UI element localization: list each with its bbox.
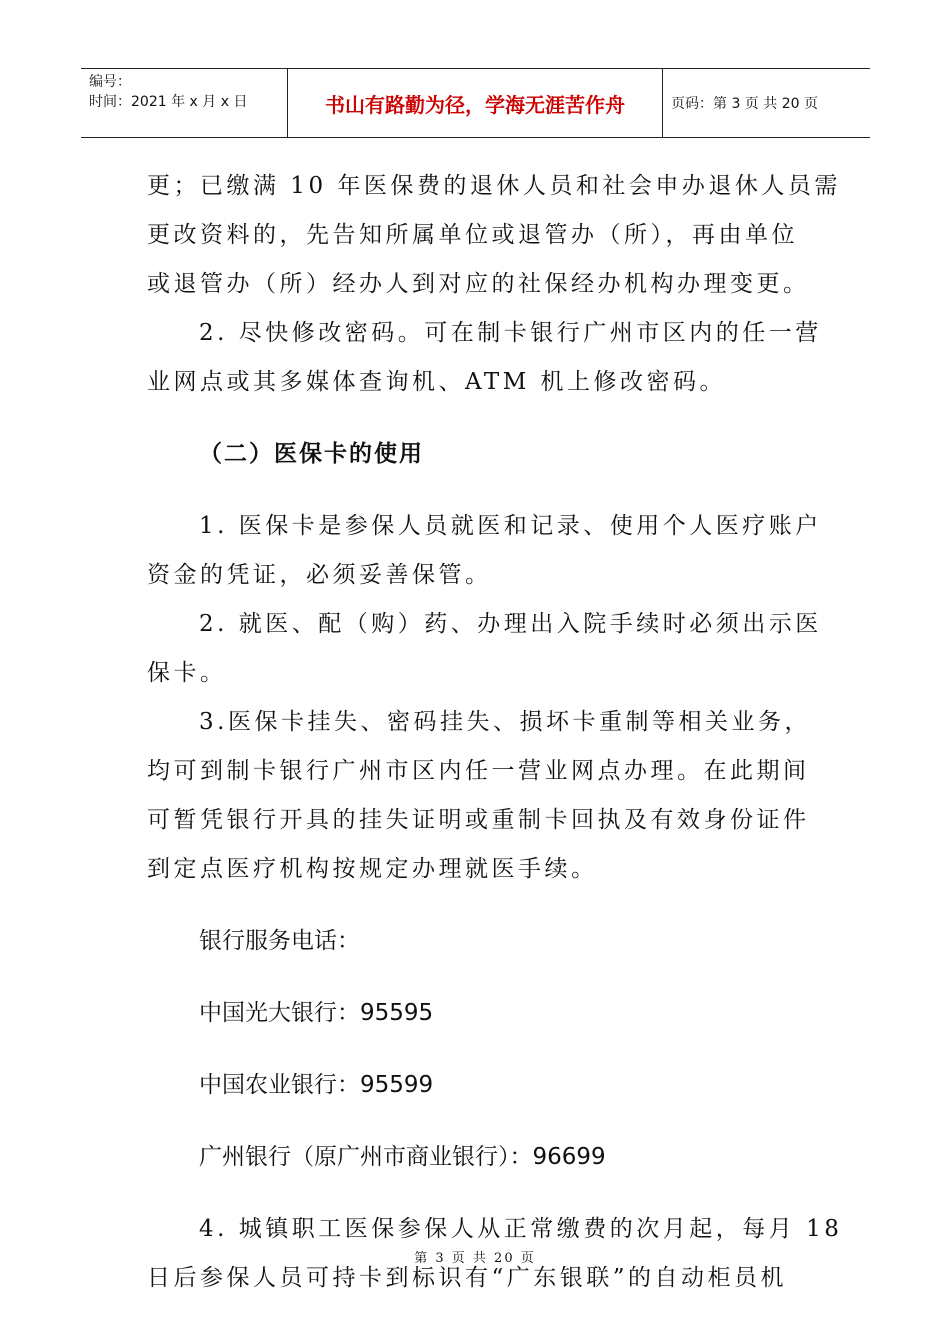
bank-phone: 96699 [532,1144,606,1170]
paragraph-line: 1. 医保卡是参保人员就医和记录、使用个人医疗账户 [199,513,822,539]
paragraph-line: 3.医保卡挂失、密码挂失、损坏卡重制等相关业务， [199,709,811,735]
paragraph-line: 保卡。 [147,660,227,686]
paragraph-line: 资金的凭证，必须妥善保管。 [147,562,492,588]
header-page-info: 页码：第 3 页 共 20 页 [671,96,818,112]
bank-entry [147,989,812,1038]
paragraph-line: 到定点医疗机构按规定办理就医手续。 [147,856,598,882]
paragraph-line: 或退管办（所）经办人到对应的社保经办机构办理变更。 [147,271,810,297]
bank-phone: 95599 [360,1072,434,1098]
paragraph-line: 日后参保人员可持卡到标识有“广东银联”的自动柜员机 [147,1265,788,1291]
document-body [147,162,843,1303]
bank-name: 中国农业银行： [199,1072,360,1098]
bank-entry [147,1133,812,1182]
paragraph-line: 更；已缴满 10 年医保费的退休人员和社会申办退休人员需 [147,173,841,199]
bank-phone: 95595 [360,1000,434,1026]
paragraph-line: 4. 城镇职工医保参保人从正常缴费的次月起，每月 18 [199,1216,843,1242]
paragraph-line: 2. 就医、配（购）药、办理出入院手续时必须出示医 [199,611,822,637]
paragraph-line: 2. 尽快修改密码。可在制卡银行广州市区内的任一营 [199,320,822,346]
header-meta [81,69,288,137]
header-motto: 书山有路勤为径，学海无涯苦作舟 [288,69,663,137]
bank-name: 广州银行（原广州市商业银行）： [199,1144,533,1170]
page-footer: 第 3 页 共 20 页 [414,1251,536,1266]
document-number: 编号： [89,74,131,90]
page-header [81,68,870,138]
paragraph-line: 更改资料的，先告知所属单位或退管办（所），再由单位 [147,222,798,248]
paragraph-line: 可暂凭银行开具的挂失证明或重制卡回执及有效身份证件 [147,807,810,833]
bank-entry [147,1061,812,1110]
section-heading: （二）医保卡的使用 [199,441,424,467]
bank-heading: 银行服务电话： [199,928,360,954]
bank-name: 中国光大银行： [199,1000,360,1026]
paragraph-line: 业网点或其多媒体查询机、ATM 机上修改密码。 [147,369,727,395]
paragraph-line: 均可到制卡银行广州市区内任一营业网点办理。在此期间 [147,758,810,784]
document-date: 时间：2021 年 x 月 x 日 [89,94,248,110]
